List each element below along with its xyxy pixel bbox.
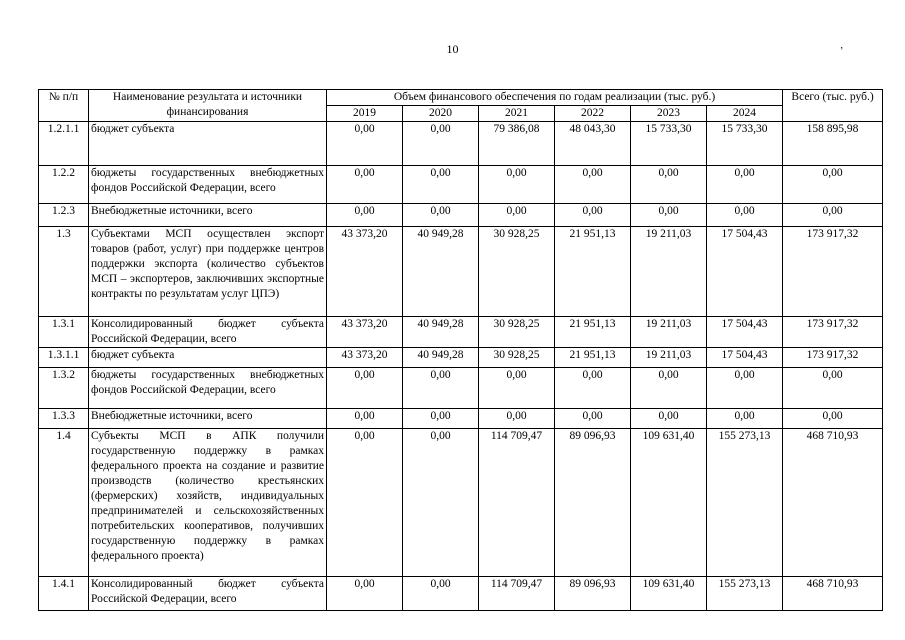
year-value: 0,00: [555, 204, 631, 227]
year-value: 0,00: [631, 368, 707, 409]
year-value: 17 504,43: [707, 317, 783, 348]
table-row: [39, 317, 883, 348]
row-number: 1.2.2: [39, 166, 89, 204]
year-value: 0,00: [707, 166, 783, 204]
row-number: 1.3.3: [39, 409, 89, 429]
year-value: 0,00: [707, 409, 783, 429]
year-value: 48 043,30: [555, 122, 631, 166]
row-name: Внебюджетные источники, всего: [89, 204, 327, 227]
row-total: 0,00: [783, 204, 883, 227]
year-value: 40 949,28: [403, 227, 479, 317]
year-header: 2021: [479, 106, 555, 122]
header-row: [39, 90, 883, 106]
row-total: 0,00: [783, 409, 883, 429]
row-total: 0,00: [783, 166, 883, 204]
year-value: 89 096,93: [555, 577, 631, 611]
row-name: Внебюджетные источники, всего: [89, 409, 327, 429]
year-value: 109 631,40: [631, 429, 707, 577]
year-value: 114 709,47: [479, 577, 555, 611]
header-total: Всего (тыс. руб.): [783, 90, 883, 122]
year-value: 0,00: [403, 204, 479, 227]
year-value: 19 211,03: [631, 348, 707, 368]
year-header: 2024: [707, 106, 783, 122]
year-value: 0,00: [327, 204, 403, 227]
year-value: 109 631,40: [631, 577, 707, 611]
year-value: 0,00: [403, 122, 479, 166]
year-value: 0,00: [403, 368, 479, 409]
year-value: 0,00: [555, 409, 631, 429]
year-value: 0,00: [631, 166, 707, 204]
year-value: 30 928,25: [479, 227, 555, 317]
year-value: 40 949,28: [403, 348, 479, 368]
year-value: 0,00: [479, 368, 555, 409]
table-row: [39, 227, 883, 317]
year-header: 2023: [631, 106, 707, 122]
year-value: 0,00: [479, 166, 555, 204]
row-number: 1.2.3: [39, 204, 89, 227]
year-value: 155 273,13: [707, 429, 783, 577]
year-value: 0,00: [327, 409, 403, 429]
table-row: [39, 204, 883, 227]
row-number: 1.4.1: [39, 577, 89, 611]
year-value: 30 928,25: [479, 317, 555, 348]
header-name: Наименование результата и источники финансирования: [89, 90, 327, 122]
table-row: [39, 348, 883, 368]
year-value: 21 951,13: [555, 317, 631, 348]
year-value: 155 273,13: [707, 577, 783, 611]
year-value: 0,00: [403, 429, 479, 577]
year-value: 0,00: [403, 577, 479, 611]
year-value: 0,00: [555, 166, 631, 204]
row-number: 1.3.1.1: [39, 348, 89, 368]
year-value: 0,00: [479, 204, 555, 227]
row-total: 173 917,32: [783, 227, 883, 317]
row-number: 1.3: [39, 227, 89, 317]
row-number: 1.4: [39, 429, 89, 577]
table-row: [39, 122, 883, 166]
row-name: бюджеты государственных внебюджетных фондов Российской Федерации, всего: [89, 368, 327, 409]
year-value: 43 373,20: [327, 348, 403, 368]
year-value: 0,00: [403, 409, 479, 429]
year-value: 0,00: [707, 204, 783, 227]
year-value: 19 211,03: [631, 317, 707, 348]
year-value: 17 504,43: [707, 227, 783, 317]
table-row: [39, 409, 883, 429]
year-value: 0,00: [327, 429, 403, 577]
row-name: Субъектами МСП осуществлен экспорт товаров (работ, услуг) при поддержке центров поддержки экспорта (количество субъектов МСП – экспортеров, заключивших экспортные контракты по результатам услуг ЦПЭ): [89, 227, 327, 317]
row-name: бюджет субъекта: [89, 348, 327, 368]
year-value: 43 373,20: [327, 227, 403, 317]
row-number: 1.2.1.1: [39, 122, 89, 166]
year-value: 19 211,03: [631, 227, 707, 317]
year-header: 2022: [555, 106, 631, 122]
year-value: 0,00: [327, 577, 403, 611]
row-name: Консолидированный бюджет субъекта Российской Федерации, всего: [89, 317, 327, 348]
year-value: 0,00: [403, 166, 479, 204]
year-value: 0,00: [327, 368, 403, 409]
year-header: 2020: [403, 106, 479, 122]
year-value: 17 504,43: [707, 348, 783, 368]
row-total: 468 710,93: [783, 577, 883, 611]
table-row: [39, 429, 883, 577]
row-number: 1.3.2: [39, 368, 89, 409]
year-value: 0,00: [631, 409, 707, 429]
row-total: 0,00: [783, 368, 883, 409]
row-number: 1.3.1: [39, 317, 89, 348]
year-value: 0,00: [327, 166, 403, 204]
year-value: 0,00: [707, 368, 783, 409]
year-value: 0,00: [555, 368, 631, 409]
row-total: 158 895,98: [783, 122, 883, 166]
budget-table: [38, 89, 883, 611]
year-value: 89 096,93: [555, 429, 631, 577]
row-name: Субъекты МСП в АПК получили государственную поддержку в рамках федерального проекта на создание и развитие производств (количество крестьянских (фермерских) хозяйств, индивидуальных предпринимателей и сельскохозяйственных потребительских кооперативов, получивших государственную поддержку в рамках федерального проекта): [89, 429, 327, 577]
row-total: 468 710,93: [783, 429, 883, 577]
header-num: № п/п: [39, 90, 89, 122]
row-name: бюджет субъекта: [89, 122, 327, 166]
year-header: 2019: [327, 106, 403, 122]
year-value: 40 949,28: [403, 317, 479, 348]
table-row: [39, 368, 883, 409]
table-row: [39, 166, 883, 204]
row-total: 173 917,32: [783, 317, 883, 348]
year-value: 15 733,30: [631, 122, 707, 166]
row-total: 173 917,32: [783, 348, 883, 368]
year-value: 0,00: [327, 122, 403, 166]
year-value: 0,00: [479, 409, 555, 429]
year-value: 0,00: [631, 204, 707, 227]
year-value: 21 951,13: [555, 227, 631, 317]
year-value: 79 386,08: [479, 122, 555, 166]
header-volume: Объем финансового обеспечения по годам реализации (тыс. руб.): [327, 90, 783, 106]
corner-mark: ʼ: [840, 46, 844, 57]
year-value: 43 373,20: [327, 317, 403, 348]
page-number: 10: [446, 42, 459, 56]
year-value: 21 951,13: [555, 348, 631, 368]
year-value: 15 733,30: [707, 122, 783, 166]
row-name: бюджеты государственных внебюджетных фондов Российской Федерации, всего: [89, 166, 327, 204]
row-name: Консолидированный бюджет субъекта Российской Федерации, всего: [89, 577, 327, 611]
year-value: 30 928,25: [479, 348, 555, 368]
year-value: 114 709,47: [479, 429, 555, 577]
table-row: [39, 577, 883, 611]
